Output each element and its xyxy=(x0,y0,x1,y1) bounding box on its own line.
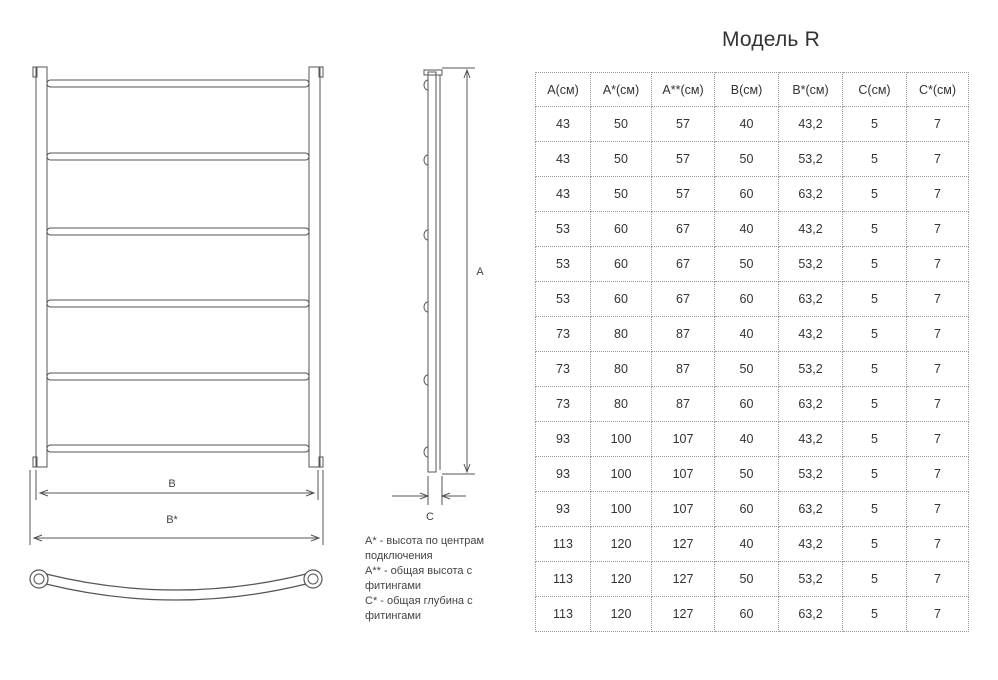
table-cell: 7 xyxy=(907,107,969,142)
table-cell: 40 xyxy=(715,212,779,247)
table-cell: 5 xyxy=(843,457,907,492)
table-cell: 57 xyxy=(652,107,715,142)
bar-2 xyxy=(47,153,309,160)
table-cell: 7 xyxy=(907,317,969,352)
table-cell: 5 xyxy=(843,212,907,247)
table-cell: 60 xyxy=(715,177,779,212)
table-cell: 60 xyxy=(715,387,779,422)
table-row xyxy=(536,387,969,422)
table-cell: 100 xyxy=(591,422,652,457)
table-cell: 113 xyxy=(536,527,591,562)
header-a: A(см) xyxy=(536,73,591,107)
table-header-row xyxy=(536,73,969,107)
table-cell: 5 xyxy=(843,492,907,527)
table-cell: 5 xyxy=(843,282,907,317)
table-cell: 7 xyxy=(907,212,969,247)
table-cell: 50 xyxy=(591,107,652,142)
table-cell: 40 xyxy=(715,317,779,352)
table-cell: 7 xyxy=(907,247,969,282)
table-cell: 73 xyxy=(536,387,591,422)
label-c: C xyxy=(426,511,434,523)
table-cell: 5 xyxy=(843,527,907,562)
table-cell: 67 xyxy=(652,247,715,282)
table-cell: 67 xyxy=(652,282,715,317)
table-cell: 5 xyxy=(843,317,907,352)
table-cell: 63,2 xyxy=(779,387,843,422)
table-cell: 5 xyxy=(843,177,907,212)
header-c-star: C*(см) xyxy=(907,73,969,107)
table-cell: 107 xyxy=(652,457,715,492)
table-cell: 7 xyxy=(907,177,969,212)
table-cell: 43 xyxy=(536,107,591,142)
table-cell: 50 xyxy=(715,562,779,597)
table-cell: 43,2 xyxy=(779,422,843,457)
bar-5 xyxy=(47,373,309,380)
model-title: Модель R xyxy=(722,28,820,51)
legend-line-2: подключения xyxy=(365,550,433,562)
table-cell: 127 xyxy=(652,597,715,632)
table-cell: 5 xyxy=(843,107,907,142)
table-cell: 127 xyxy=(652,527,715,562)
table-cell: 50 xyxy=(715,352,779,387)
table-cell: 7 xyxy=(907,142,969,177)
table-cell: 5 xyxy=(843,562,907,597)
table-row xyxy=(536,457,969,492)
table-cell: 80 xyxy=(591,352,652,387)
table-cell: 53,2 xyxy=(779,457,843,492)
table-cell: 43 xyxy=(536,177,591,212)
table-cell: 113 xyxy=(536,597,591,632)
table-cell: 50 xyxy=(715,457,779,492)
legend-notes xyxy=(365,534,484,624)
table-row xyxy=(536,317,969,352)
table-cell: 50 xyxy=(715,247,779,282)
table-cell: 50 xyxy=(591,177,652,212)
header-a-star: A*(см) xyxy=(591,73,652,107)
table-row xyxy=(536,177,969,212)
legend-line-6: фитингами xyxy=(365,610,422,622)
table-row xyxy=(536,597,969,632)
table-cell: 93 xyxy=(536,492,591,527)
table-cell: 53,2 xyxy=(779,352,843,387)
specifications-table xyxy=(535,72,969,632)
label-b-star: B* xyxy=(166,514,178,526)
legend-line-1: A* - высота по центрам xyxy=(365,535,485,547)
table-cell: 53,2 xyxy=(779,562,843,597)
table-cell: 60 xyxy=(715,597,779,632)
table-row xyxy=(536,142,969,177)
table-cell: 87 xyxy=(652,317,715,352)
table-cell: 53 xyxy=(536,247,591,282)
table-row xyxy=(536,352,969,387)
bar-4 xyxy=(47,300,309,307)
table-cell: 93 xyxy=(536,422,591,457)
table-cell: 43 xyxy=(536,142,591,177)
table-cell: 7 xyxy=(907,597,969,632)
table-cell: 63,2 xyxy=(779,492,843,527)
table-cell: 53 xyxy=(536,212,591,247)
table-cell: 7 xyxy=(907,422,969,457)
table-cell: 7 xyxy=(907,282,969,317)
header-a-double-star: A**(см) xyxy=(652,73,715,107)
table-cell: 53,2 xyxy=(779,247,843,282)
table-cell: 53 xyxy=(536,282,591,317)
table-row xyxy=(536,212,969,247)
table-cell: 60 xyxy=(591,212,652,247)
table-cell: 43,2 xyxy=(779,317,843,352)
table-cell: 40 xyxy=(715,422,779,457)
table-cell: 7 xyxy=(907,562,969,597)
legend-line-5: C* - общая глубина с xyxy=(365,595,473,607)
table-cell: 5 xyxy=(843,597,907,632)
table-cell: 53,2 xyxy=(779,142,843,177)
table-cell: 73 xyxy=(536,352,591,387)
bar-6 xyxy=(47,445,309,452)
table-cell: 100 xyxy=(591,457,652,492)
table-cell: 60 xyxy=(591,282,652,317)
table-cell: 63,2 xyxy=(779,282,843,317)
label-a: A xyxy=(476,266,484,278)
table-cell: 100 xyxy=(591,492,652,527)
table-cell: 120 xyxy=(591,597,652,632)
table-cell: 57 xyxy=(652,177,715,212)
table-cell: 40 xyxy=(715,527,779,562)
right-post xyxy=(309,67,320,467)
table-cell: 7 xyxy=(907,457,969,492)
table-cell: 40 xyxy=(715,107,779,142)
table-cell: 63,2 xyxy=(779,177,843,212)
table-row xyxy=(536,527,969,562)
table-cell: 5 xyxy=(843,387,907,422)
table-cell: 43,2 xyxy=(779,212,843,247)
table-cell: 87 xyxy=(652,387,715,422)
top-view-drawing xyxy=(30,570,322,600)
header-b: B(см) xyxy=(715,73,779,107)
table-cell: 63,2 xyxy=(779,597,843,632)
side-view-drawing xyxy=(392,68,475,505)
table-cell: 7 xyxy=(907,492,969,527)
table-cell: 67 xyxy=(652,212,715,247)
table-cell: 80 xyxy=(591,317,652,352)
table-cell: 5 xyxy=(843,422,907,457)
left-post xyxy=(36,67,47,467)
table-cell: 50 xyxy=(591,142,652,177)
table-row xyxy=(536,562,969,597)
table-cell: 43,2 xyxy=(779,107,843,142)
table-cell: 127 xyxy=(652,562,715,597)
side-post xyxy=(428,72,436,472)
table-cell: 107 xyxy=(652,492,715,527)
table-cell: 60 xyxy=(715,282,779,317)
table-cell: 107 xyxy=(652,422,715,457)
bar-1 xyxy=(47,80,309,87)
legend-line-3: A** - общая высота с xyxy=(365,565,473,577)
table-cell: 7 xyxy=(907,527,969,562)
table-cell: 57 xyxy=(652,142,715,177)
header-b-star: B*(см) xyxy=(779,73,843,107)
table-cell: 87 xyxy=(652,352,715,387)
table-cell: 5 xyxy=(843,142,907,177)
label-b: B xyxy=(168,478,176,490)
table-cell: 80 xyxy=(591,387,652,422)
table-row xyxy=(536,107,969,142)
table-cell: 93 xyxy=(536,457,591,492)
table-cell: 43,2 xyxy=(779,527,843,562)
table-cell: 7 xyxy=(907,352,969,387)
table-row xyxy=(536,247,969,282)
table-cell: 120 xyxy=(591,562,652,597)
table-cell: 120 xyxy=(591,527,652,562)
table-cell: 50 xyxy=(715,142,779,177)
legend-line-4: фитингами xyxy=(365,580,422,592)
table-cell: 60 xyxy=(715,492,779,527)
table-cell: 60 xyxy=(591,247,652,282)
table-cell: 5 xyxy=(843,247,907,282)
table-cell: 7 xyxy=(907,387,969,422)
table-row xyxy=(536,492,969,527)
header-c: C(см) xyxy=(843,73,907,107)
table-cell: 5 xyxy=(843,352,907,387)
bar-3 xyxy=(47,228,309,235)
table-cell: 73 xyxy=(536,317,591,352)
table-row xyxy=(536,422,969,457)
table-cell: 113 xyxy=(536,562,591,597)
table-row xyxy=(536,282,969,317)
